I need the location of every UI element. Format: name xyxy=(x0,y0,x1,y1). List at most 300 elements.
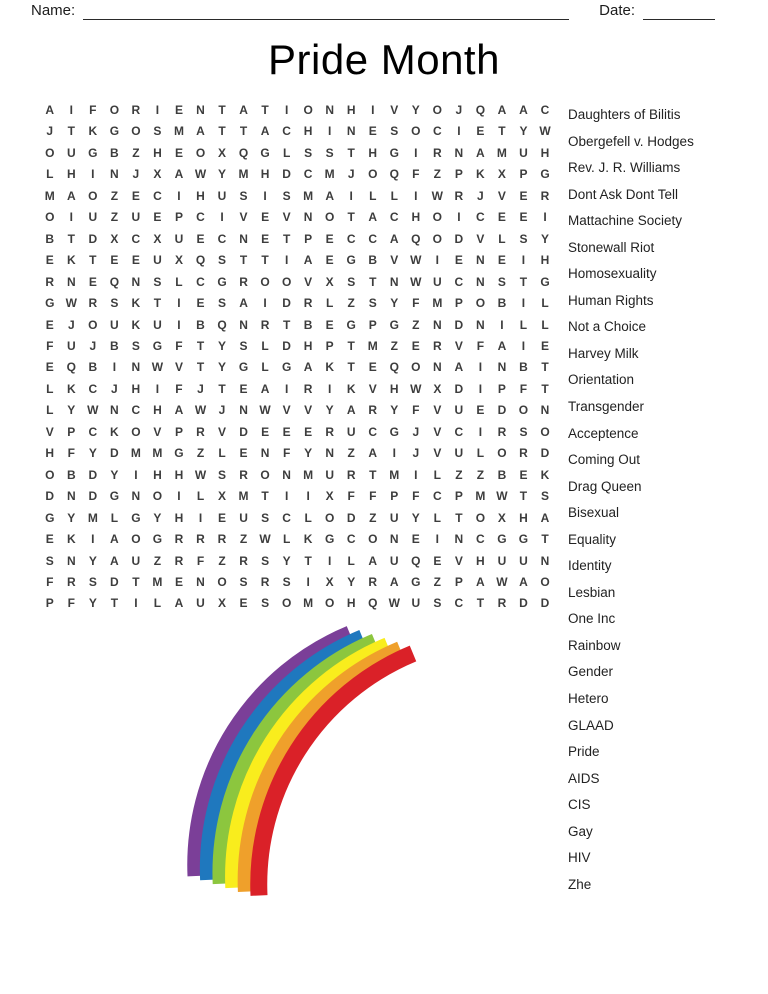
grid-letter: D xyxy=(540,596,550,611)
grid-letter: M xyxy=(152,446,163,461)
grid-letter: R xyxy=(325,424,334,439)
grid-letter: G xyxy=(217,274,227,289)
grid-letter: N xyxy=(196,574,205,589)
grid-letter: M xyxy=(303,596,314,611)
grid-letter: P xyxy=(325,338,334,353)
grid-letter: N xyxy=(66,553,76,568)
grid-letter: V xyxy=(476,231,485,246)
grid-letter: U xyxy=(519,145,528,160)
word-list-item: AIDS xyxy=(568,770,600,786)
grid-letter: S xyxy=(325,145,334,160)
grid-letter: G xyxy=(540,274,550,289)
grid-letter: Y xyxy=(540,231,549,246)
grid-letter: L xyxy=(196,489,205,504)
grid-letter: Z xyxy=(433,167,441,182)
grid-letter: W xyxy=(431,188,443,203)
grid-letter: T xyxy=(67,231,75,246)
grid-letter: E xyxy=(325,231,334,246)
grid-letter: K xyxy=(540,467,550,482)
grid-letter: U xyxy=(174,231,184,246)
word-list-item: Gay xyxy=(568,823,593,839)
grid-letter: N xyxy=(282,467,291,482)
grid-letter: O xyxy=(152,489,163,504)
grid-letter: H xyxy=(411,210,421,225)
header xyxy=(31,2,715,20)
grid-letter: I xyxy=(91,532,95,547)
grid-letter: X xyxy=(325,489,334,504)
grid-letter: M xyxy=(475,489,486,504)
grid-letter: F xyxy=(67,446,75,461)
grid-letter: H xyxy=(303,338,313,353)
grid-letter: T xyxy=(261,253,269,268)
grid-letter: H xyxy=(476,553,485,568)
grid-letter: E xyxy=(304,424,313,439)
grid-letter: F xyxy=(196,553,205,568)
grid-letter: W xyxy=(194,167,207,182)
grid-letter: B xyxy=(66,467,76,482)
grid-letter: J xyxy=(67,317,75,332)
word-list-item: Pride xyxy=(568,744,600,760)
grid-letter: E xyxy=(368,124,377,139)
grid-letter: T xyxy=(519,274,528,289)
word-list-item: CIS xyxy=(568,797,591,813)
grid-letter: Q xyxy=(411,553,421,568)
grid-letter: X xyxy=(325,274,334,289)
grid-letter: R xyxy=(260,317,270,332)
grid-letter: T xyxy=(218,103,226,117)
grid-letter: R xyxy=(497,424,507,439)
grid-row xyxy=(39,143,556,164)
grid-letter: H xyxy=(260,167,270,182)
grid-letter: N xyxy=(432,317,442,332)
grid-letter: A xyxy=(174,596,184,611)
grid-letter: V xyxy=(174,360,183,375)
grid-letter: P xyxy=(454,489,463,504)
grid-letter: K xyxy=(66,253,76,268)
grid-letter: N xyxy=(325,446,334,461)
grid-row xyxy=(39,422,556,443)
grid-letter: I xyxy=(328,381,332,396)
grid-letter: E xyxy=(261,210,270,225)
grid-letter: T xyxy=(261,489,269,504)
grid-letter: Y xyxy=(110,467,119,482)
grid-letter: E xyxy=(433,553,442,568)
grid-letter: E xyxy=(174,145,183,160)
grid-letter: E xyxy=(519,188,528,203)
grid-letter: R xyxy=(497,596,507,611)
grid-letter: H xyxy=(540,145,550,160)
grid-letter: O xyxy=(368,532,378,547)
grid-letter: O xyxy=(325,210,335,225)
grid-letter: N xyxy=(476,274,485,289)
grid-letter: O xyxy=(411,124,421,139)
grid-letter: L xyxy=(390,188,398,203)
grid-letter: R xyxy=(196,532,205,547)
grid-letter: Y xyxy=(218,167,227,182)
grid-letter: E xyxy=(45,532,54,547)
grid-letter: A xyxy=(346,403,356,418)
grid-letter: C xyxy=(368,424,378,439)
grid-letter: N xyxy=(260,446,270,461)
grid-letter: Z xyxy=(153,553,162,568)
grid-letter: Z xyxy=(196,446,205,461)
grid-letter: R xyxy=(368,403,378,418)
grid-letter: G xyxy=(260,145,270,160)
grid-letter: G xyxy=(45,296,55,311)
grid-letter: I xyxy=(306,489,310,504)
grid-letter: O xyxy=(432,231,442,246)
grid-letter: E xyxy=(174,103,183,117)
grid-letter: L xyxy=(433,510,441,525)
word-list-item: Obergefell v. Hodges xyxy=(568,133,694,149)
grid-letter: A xyxy=(303,253,313,268)
grid-letter: H xyxy=(45,446,55,461)
grid-letter: A xyxy=(497,338,507,353)
grid-letter: W xyxy=(194,403,207,418)
grid-letter: G xyxy=(131,510,141,525)
grid-letter: U xyxy=(239,510,248,525)
grid-row xyxy=(39,293,556,314)
grid-row xyxy=(39,207,556,228)
grid-letter: A xyxy=(454,360,464,375)
grid-letter: I xyxy=(543,210,547,225)
grid-letter: F xyxy=(412,167,420,182)
grid-letter: N xyxy=(476,317,485,332)
grid-letter: X xyxy=(497,510,506,525)
grid-letter: I xyxy=(134,467,138,482)
grid-letter: X xyxy=(325,574,334,589)
grid-letter: R xyxy=(454,188,464,203)
grid-letter: A xyxy=(110,553,119,568)
grid-letter: A xyxy=(476,145,485,160)
grid-letter: I xyxy=(414,188,418,203)
grid-letter: T xyxy=(239,253,248,268)
grid-letter: W xyxy=(496,574,508,589)
grid-letter: T xyxy=(261,103,269,117)
grid-letter: N xyxy=(454,532,464,547)
grid-letter: A xyxy=(174,167,184,182)
grid-letter: D xyxy=(110,574,119,589)
grid-letter: M xyxy=(152,574,163,589)
grid-letter: S xyxy=(519,424,528,439)
grid-letter: M xyxy=(130,446,141,461)
grid-letter: D xyxy=(519,596,528,611)
grid-letter: M xyxy=(173,124,184,139)
word-list-item: Drag Queen xyxy=(568,478,642,494)
grid-letter: E xyxy=(282,424,291,439)
grid-letter: A xyxy=(110,532,119,547)
grid-row xyxy=(39,250,556,271)
grid-letter: N xyxy=(239,317,248,332)
grid-letter: L xyxy=(110,510,119,525)
grid-letter: Q xyxy=(217,317,227,332)
grid-letter: L xyxy=(153,596,162,611)
grid-letter: W xyxy=(410,381,422,396)
grid-letter: U xyxy=(153,317,162,332)
grid-letter: U xyxy=(110,317,119,332)
grid-letter: U xyxy=(217,188,227,203)
grid-letter: V xyxy=(497,188,506,203)
grid-letter: S xyxy=(261,510,270,525)
grid-letter: A xyxy=(368,446,378,461)
grid-letter: D xyxy=(45,489,55,504)
grid-letter: R xyxy=(260,574,270,589)
grid-letter: E xyxy=(239,381,248,396)
grid-letter: I xyxy=(521,253,526,268)
word-list-item: Homosexuality xyxy=(568,266,657,282)
grid-letter: O xyxy=(325,510,335,525)
grid-letter: Y xyxy=(88,446,97,461)
grid-letter: F xyxy=(175,381,183,396)
grid-letter: G xyxy=(152,338,163,353)
grid-letter: S xyxy=(239,338,248,353)
grid-letter: C xyxy=(368,231,378,246)
grid-letter: C xyxy=(131,403,141,418)
grid-letter: T xyxy=(153,296,162,311)
grid-letter: P xyxy=(454,296,463,311)
grid-letter: O xyxy=(131,424,141,439)
grid-letter: U xyxy=(196,596,205,611)
grid-letter: T xyxy=(476,596,485,611)
grid-letter: J xyxy=(347,167,355,182)
grid-letter: F xyxy=(89,103,97,117)
grid-letter: J xyxy=(197,381,204,396)
grid-row xyxy=(39,400,556,421)
grid-letter: L xyxy=(519,317,528,332)
grid-letter: H xyxy=(153,403,162,418)
grid-letter: H xyxy=(174,467,184,482)
grid-letter: O xyxy=(497,446,507,461)
grid-letter: N xyxy=(239,231,248,246)
grid-letter: W xyxy=(65,296,77,311)
grid-letter: R xyxy=(303,381,313,396)
grid-letter: E xyxy=(131,253,140,268)
grid-letter: P xyxy=(174,424,183,439)
grid-letter: Z xyxy=(347,446,355,461)
grid-letter: O xyxy=(45,145,55,160)
grid-letter: I xyxy=(198,510,203,525)
grid-letter: L xyxy=(282,532,291,547)
grid-letter: L xyxy=(218,446,226,461)
grid-letter: U xyxy=(454,446,464,461)
grid-letter: I xyxy=(155,103,160,117)
grid-letter: O xyxy=(88,317,98,332)
grid-letter: W xyxy=(194,467,207,482)
grid-letter: W xyxy=(410,274,422,289)
grid-letter: G xyxy=(389,317,399,332)
letter-grid xyxy=(39,100,556,615)
grid-letter: L xyxy=(46,167,54,182)
grid-letter: W xyxy=(410,253,422,268)
grid-letter: T xyxy=(239,124,248,139)
grid-letter: S xyxy=(282,188,291,203)
grid-letter: D xyxy=(454,317,464,332)
word-list-item: Equality xyxy=(568,531,617,547)
word-list-item: Dont Ask Dont Tell xyxy=(568,186,679,202)
grid-letter: X xyxy=(174,253,183,268)
grid-letter: K xyxy=(66,532,76,547)
grid-letter: T xyxy=(347,338,355,353)
grid-letter: T xyxy=(498,124,506,139)
grid-letter: M xyxy=(496,145,507,160)
grid-letter: N xyxy=(476,253,485,268)
grid-row xyxy=(39,357,556,378)
grid-row xyxy=(39,336,556,357)
grid-letter: I xyxy=(263,188,267,203)
word-list-item: Coming Out xyxy=(568,452,641,468)
grid-letter: G xyxy=(109,489,120,504)
grid-letter: L xyxy=(46,403,54,418)
grid-letter: E xyxy=(174,574,183,589)
grid-letter: R xyxy=(131,103,141,117)
grid-letter: D xyxy=(454,381,464,396)
grid-letter: K xyxy=(303,532,313,547)
grid-letter: X xyxy=(433,381,442,396)
grid-letter: Z xyxy=(412,317,420,332)
grid-letter: D xyxy=(282,338,291,353)
grid-letter: A xyxy=(45,103,55,117)
grid-letter: T xyxy=(110,596,119,611)
grid-letter: U xyxy=(389,510,399,525)
grid-letter: C xyxy=(432,124,442,139)
grid-letter: Y xyxy=(67,403,76,418)
grid-letter: H xyxy=(131,381,141,396)
grid-letter: E xyxy=(454,253,463,268)
grid-letter: N xyxy=(325,103,334,117)
grid-letter: U xyxy=(66,338,76,353)
grid-letter: I xyxy=(478,424,483,439)
word-list-item: Not a Choice xyxy=(568,319,647,335)
grid-letter: O xyxy=(131,124,141,139)
grid-letter: L xyxy=(541,296,549,311)
grid-letter: V xyxy=(433,446,442,461)
grid-letter: I xyxy=(284,489,289,504)
grid-letter: O xyxy=(109,103,120,117)
grid-letter: A xyxy=(497,103,507,117)
grid-letter: J xyxy=(412,446,420,461)
grid-letter: Q xyxy=(389,167,399,182)
grid-letter: J xyxy=(218,403,226,418)
grid-letter: S xyxy=(433,596,442,611)
grid-row xyxy=(39,315,556,336)
grid-letter: S xyxy=(497,274,506,289)
grid-letter: N xyxy=(196,103,205,117)
grid-letter: N xyxy=(540,403,550,418)
grid-letter: J xyxy=(455,103,463,117)
grid-letter: C xyxy=(303,167,313,182)
date-label: Date: xyxy=(599,2,635,19)
grid-letter: B xyxy=(45,231,55,246)
grid-letter: T xyxy=(196,360,205,375)
grid-letter: V xyxy=(390,253,399,268)
grid-letter: I xyxy=(177,188,181,203)
grid-letter: H xyxy=(368,145,378,160)
grid-letter: L xyxy=(347,553,355,568)
grid-letter: L xyxy=(369,188,377,203)
grid-letter: Y xyxy=(282,553,291,568)
grid-letter: I xyxy=(457,124,461,139)
grid-letter: U xyxy=(66,145,76,160)
word-list-item: Transgender xyxy=(568,399,645,415)
grid-letter: L xyxy=(304,510,312,525)
grid-letter: S xyxy=(153,274,162,289)
grid-letter: C xyxy=(88,381,98,396)
grid-letter: E xyxy=(519,210,528,225)
grid-letter: I xyxy=(284,253,289,268)
grid-letter: R xyxy=(303,296,313,311)
word-list-item: Orientation xyxy=(568,372,635,388)
grid-letter: I xyxy=(521,338,526,353)
grid-letter: Y xyxy=(304,446,313,461)
grid-letter: T xyxy=(541,381,549,396)
grid-letter: G xyxy=(346,253,356,268)
grid-letter: L xyxy=(433,467,441,482)
grid-letter: R xyxy=(540,188,550,203)
grid-letter: R xyxy=(346,467,356,482)
grid-letter: Y xyxy=(218,360,227,375)
grid-letter: V xyxy=(282,210,291,225)
grid-letter: B xyxy=(110,338,119,353)
grid-letter: C xyxy=(88,424,98,439)
grid-letter: I xyxy=(435,532,439,547)
grid-letter: B xyxy=(110,145,119,160)
word-list-item: Mattachine Society xyxy=(568,213,683,229)
grid-letter: E xyxy=(196,296,205,311)
grid-letter: C xyxy=(131,231,141,246)
grid-letter: B xyxy=(368,253,378,268)
word-list-item: Hetero xyxy=(568,691,609,707)
grid-letter: X xyxy=(153,231,162,246)
word-list-item: Acceptence xyxy=(568,425,639,441)
grid-letter: A xyxy=(174,403,184,418)
grid-letter: U xyxy=(88,210,98,225)
grid-row xyxy=(39,164,556,185)
grid-letter: A xyxy=(540,510,550,525)
grid-letter: C xyxy=(432,489,442,504)
grid-letter: T xyxy=(282,231,291,246)
grid-letter: W xyxy=(496,489,508,504)
grid-letter: C xyxy=(153,188,162,203)
grid-letter: C xyxy=(282,510,291,525)
grid-letter: O xyxy=(325,596,335,611)
grid-letter: I xyxy=(478,360,483,375)
grid-letter: R xyxy=(519,446,528,461)
grid-letter: H xyxy=(346,103,356,117)
grid-letter: Y xyxy=(519,124,528,139)
grid-letter: J xyxy=(412,424,420,439)
grid-letter: S xyxy=(88,574,97,589)
grid-letter: I xyxy=(371,103,375,117)
grid-letter: Y xyxy=(390,296,399,311)
word-list-item: Daughters of Bilitis xyxy=(568,107,681,122)
grid-letter: N xyxy=(66,274,76,289)
grid-letter: G xyxy=(88,145,98,160)
grid-letter: Y xyxy=(325,403,334,418)
grid-letter: O xyxy=(281,596,292,611)
grid-letter: W xyxy=(151,360,164,375)
date-blank-line xyxy=(643,5,715,20)
grid-letter: D xyxy=(282,167,291,182)
grid-letter: F xyxy=(46,338,54,353)
grid-letter: I xyxy=(328,553,332,568)
grid-letter: G xyxy=(497,532,507,547)
grid-letter: I xyxy=(69,103,73,117)
grid-letter: U xyxy=(389,553,399,568)
grid-letter: E xyxy=(261,424,270,439)
grid-letter: M xyxy=(324,167,335,182)
grid-letter: R xyxy=(174,553,184,568)
grid-letter: L xyxy=(498,231,506,246)
